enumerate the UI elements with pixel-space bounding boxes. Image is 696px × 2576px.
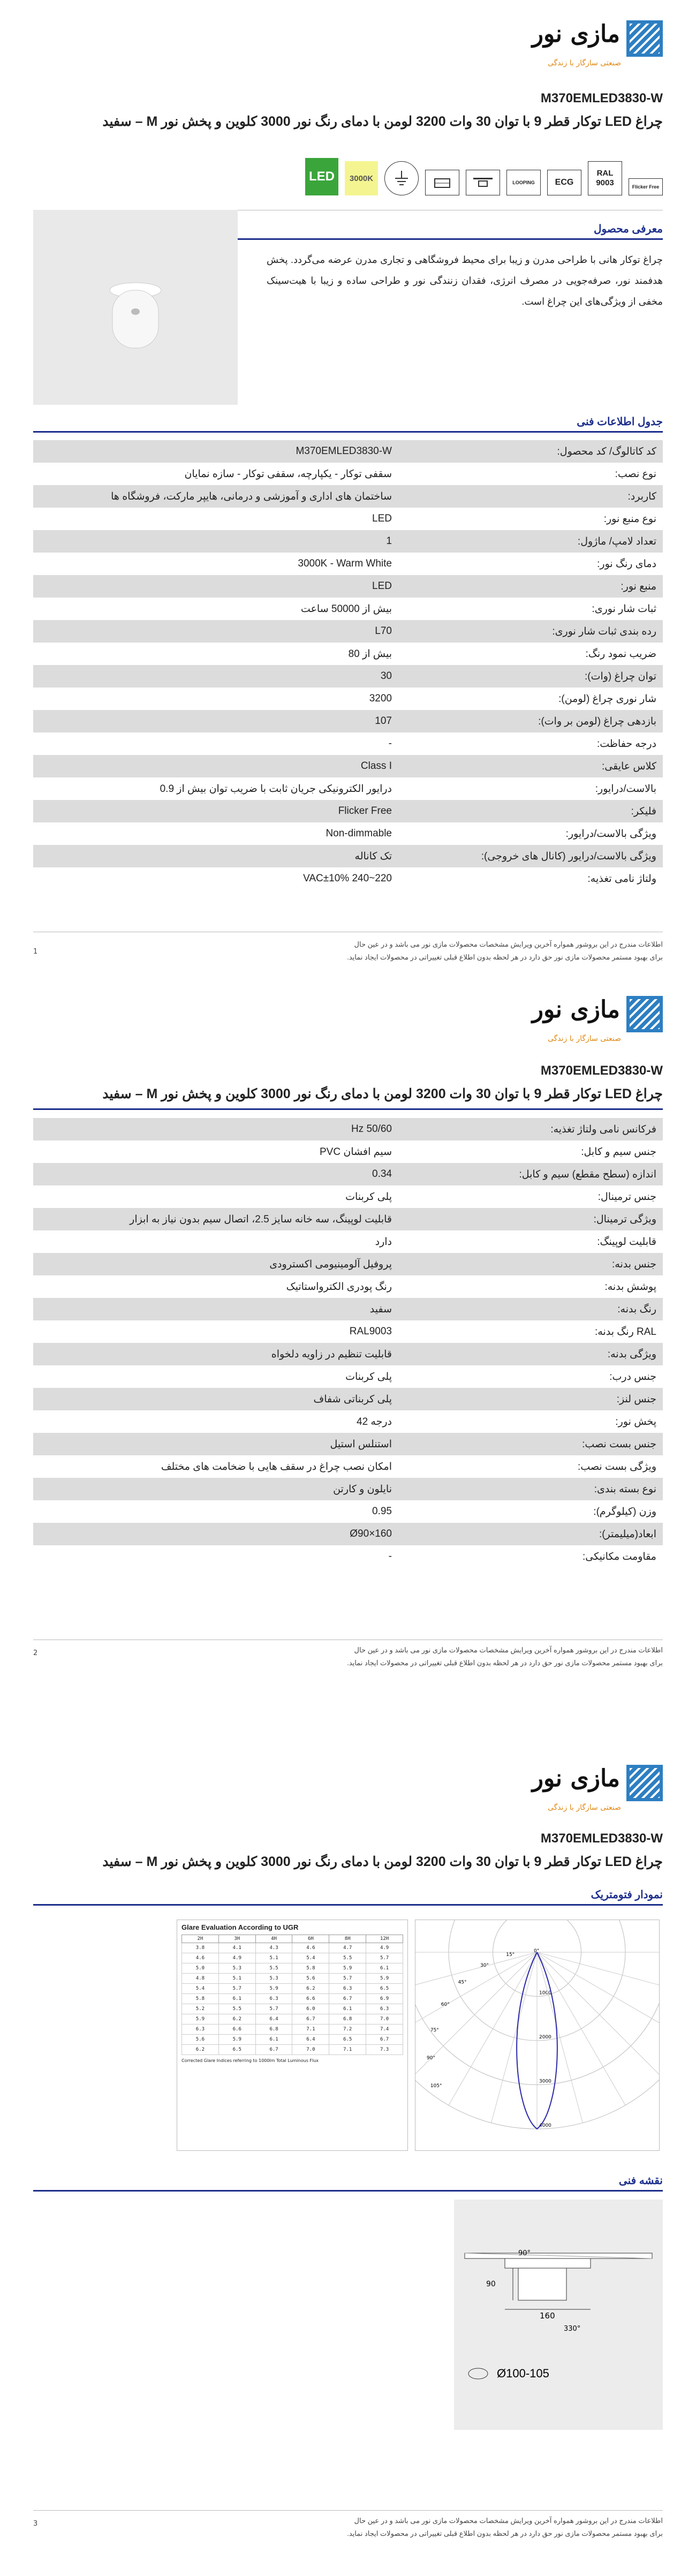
spec-row [33, 1433, 663, 1455]
spec-row [33, 1343, 663, 1365]
spec-key: ویژگی بدنه: [607, 1348, 656, 1360]
earth-ground-icon [384, 161, 419, 195]
spec-value: 30 [380, 670, 392, 682]
ugr-cell: 6.7 [329, 1994, 366, 2004]
spec-row [33, 1365, 663, 1388]
spec-value: بیش از 50000 ساعت [300, 603, 392, 615]
spec-value: 3200 [369, 693, 392, 704]
ugr-cell: 5.7 [329, 1974, 366, 1984]
spec-row [33, 688, 663, 710]
ugr-cell: 5.2 [182, 2004, 219, 2014]
ugr-title: Glare Evaluation According to UGR [181, 1923, 299, 1931]
brand-name: مازی نور [532, 996, 620, 1023]
spec-row [33, 620, 663, 643]
spec-row [33, 1320, 663, 1343]
polar-ring-label: 3000 [539, 2079, 551, 2084]
polar-angle-label: 45° [458, 1980, 467, 1985]
spec-value: 0.34 [372, 1168, 392, 1180]
spec-key: نوع نصب: [615, 468, 656, 480]
ugr-cell: 4.9 [218, 1953, 255, 1963]
ugr-grid [181, 1935, 403, 2055]
footer-note [33, 2514, 663, 2540]
spec-value: پروفیل آلومینیومی اکسترودی [269, 1258, 392, 1270]
recessed-icon [425, 170, 459, 195]
photometric-heading: نمودار فتومتریک [591, 1889, 663, 1901]
spec-row [33, 777, 663, 800]
footer-line: اطلاعات مندرج در این بروشور همواره آخرین ویرایش مشخصات محصولات مازی نور می باشد و در عین حال [354, 2517, 663, 2525]
spec-key: درجه حفاظت: [596, 738, 656, 750]
spec-row [33, 553, 663, 575]
ugr-cell: 6.9 [366, 1994, 403, 2004]
spec-value: امکان نصب چراغ در سقف هایی با ضخامت های مختلف [161, 1461, 392, 1472]
polar-spoke [537, 1952, 659, 2041]
spec-key: فرکانس نامی ولتاژ تغذیه: [550, 1123, 656, 1135]
ugr-cell: 6.5 [366, 1984, 403, 1994]
ugr-cell: 5.7 [255, 2004, 292, 2014]
ugr-cell: 5.7 [218, 1984, 255, 1994]
spec-value: 220~240 VAC±10% [303, 873, 392, 884]
spec-row [33, 643, 663, 665]
ugr-cell: 5.6 [292, 1974, 329, 1984]
spec-row [33, 508, 663, 530]
spec-row [33, 1208, 663, 1230]
ugr-cell: 4.6 [292, 1943, 329, 1953]
spec-key: رده بندی ثبات شار نوری: [552, 625, 656, 637]
spec-row [33, 1410, 663, 1433]
ugr-cell: 7.0 [366, 2014, 403, 2024]
spec-key: رنگ بدنه: [617, 1303, 656, 1315]
product-title: چراغ LED توکار قطر 9 با توان 30 وات 3200 لومن با دمای رنگ نور 3000 کلوین و پخش نور M – سفید [102, 1854, 663, 1869]
ugr-cell: 6.7 [366, 2035, 403, 2045]
ugr-cell: 5.8 [292, 1963, 329, 1974]
spec-key: ضریب نمود رنگ: [585, 648, 656, 660]
spec-value: 3000K - Warm White [298, 558, 392, 569]
spec-key: توان چراغ (وات): [584, 670, 656, 682]
logo-mark-icon [626, 20, 663, 57]
spec-key: کد کاتالوگ/ کد محصول: [557, 445, 656, 457]
spec-value: قابلیت لوپینگ، سه خانه سایز 2.5، اتصال سیم بدون نیاز به ابزار [130, 1213, 392, 1225]
spec-row [33, 1253, 663, 1275]
ugr-cell: 6.1 [329, 2004, 366, 2014]
ugr-cell: 6.8 [329, 2014, 366, 2024]
ugr-cell: 6.2 [218, 2014, 255, 2024]
spec-key: جنس لنز: [616, 1393, 656, 1405]
ugr-header-cell: 4H [255, 1935, 292, 1943]
spec-row [33, 598, 663, 620]
footer-line: برای بهبود مستمر محصولات مازی نور حق دارد در هر لحظه بدون اطلاع قبلی تغییراتی در محصولات ایجاد نماید. [347, 953, 663, 961]
ugr-cell: 4.3 [255, 1943, 292, 1953]
ugr-cell: 5.4 [292, 1953, 329, 1963]
ugr-header-cell: 6H [292, 1935, 329, 1943]
ugr-cell: 7.0 [292, 2045, 329, 2055]
page-2 [0, 980, 696, 1783]
ugr-cell: 5.8 [182, 1994, 219, 2004]
heading-rule [33, 2190, 663, 2192]
brand-slogan: صنعتی سازگار با زندگی [547, 1034, 621, 1043]
ugr-footnote: Corrected Glare Indices referring to 1000lm Total Luminous Flux [181, 2058, 319, 2063]
ugr-header-cell: 12H [366, 1935, 403, 1943]
ugr-cell: 6.3 [366, 2004, 403, 2014]
spec-value: تک کاناله [354, 850, 392, 862]
spec-row [33, 1545, 663, 1568]
dim-rotation: 330° [564, 2325, 581, 2333]
spec-value: پلی کربنات [345, 1191, 392, 1203]
spec-key: ابعاد(میلیمتر): [599, 1528, 656, 1540]
spec-key: منبع نور: [621, 580, 656, 592]
spec-row [33, 867, 663, 890]
spec-row [33, 732, 663, 755]
spec-value: LED [372, 513, 392, 524]
spec-row [33, 1298, 663, 1320]
spec-key: پوشش بدنه: [604, 1281, 656, 1293]
ugr-cell: 3.8 [182, 1943, 219, 1953]
polar-angle-label: 30° [480, 1962, 489, 1968]
spec-row [33, 1523, 663, 1545]
spec-value: درایور الکترونیکی جریان ثابت با ضریب توان بیش از 0.9 [160, 783, 392, 795]
spec-value: استنلس استیل [330, 1438, 392, 1450]
intro-text: چراغ توکار هانی با طراحی مدرن و زیبا برای محیط فروشگاهی و تجاری مدرن عرضه می‌گردد. پخش هدفمند نور، صرفه‌جویی در مصرف انرژی، فقدان زنندگی نور و طراحی ساده و زیبا با هیت‌سینک مخفی از ویژگی‌های این چراغ است. [267, 254, 663, 307]
spec-value: L70 [375, 625, 392, 637]
ugr-cell: 5.9 [329, 1963, 366, 1974]
logo-mark-icon [626, 996, 663, 1032]
ugr-cell: 6.6 [292, 1994, 329, 2004]
ugr-header-cell: 8H [329, 1935, 366, 1943]
spec-row [33, 822, 663, 845]
spec-heading: جدول اطلاعات فنی [577, 416, 663, 428]
polar-angle-label: 0° [534, 1948, 540, 1954]
spec-key: فلیکر: [631, 805, 656, 817]
spec-value: LED [372, 580, 392, 592]
spec-key: ویژگی بالاست/درایور: [565, 828, 656, 840]
spec-key: وزن (کیلوگرم): [593, 1506, 656, 1517]
brand-slogan: صنعتی سازگار با زندگی [547, 59, 621, 67]
ugr-cell: 5.5 [255, 1963, 292, 1974]
ugr-cell: 6.8 [255, 2024, 292, 2035]
spec-key: شار نوری چراغ (لومن): [558, 693, 656, 705]
ugr-cell: 4.1 [218, 1943, 255, 1953]
spec-value: 107 [375, 715, 392, 727]
spec-value: بیش از 80 [348, 648, 392, 660]
spec-table [33, 440, 663, 890]
spec-key: نوع بسته بندی: [594, 1483, 656, 1495]
polar-ring-label: 4000 [539, 2123, 551, 2128]
ugr-cell: 6.6 [218, 2024, 255, 2035]
brand-name: مازی نور [532, 20, 620, 48]
ugr-cell: 5.3 [255, 1974, 292, 1984]
spec-row [33, 755, 663, 777]
spec-key: دمای رنگ نور: [597, 558, 656, 570]
spec-value: M370EMLED3830-W [296, 445, 392, 457]
page-number: 3 [33, 2520, 38, 2528]
brand-logo [529, 20, 663, 101]
spec-key: بازدهی چراغ (لومن بر وات): [538, 715, 656, 727]
polar-angle-label: 75° [430, 2028, 439, 2034]
spec-value: نایلون و کارتن [333, 1483, 392, 1495]
spec-key: RAL رنگ بدنه: [594, 1326, 656, 1338]
divider [33, 2510, 663, 2511]
footer-line: برای بهبود مستمر محصولات مازی نور حق دارد در هر لحظه بدون اطلاع قبلی تغییراتی در محصولات ایجاد نماید. [347, 1659, 663, 1667]
dim-height: 90 [486, 2280, 496, 2288]
spec-value: Flicker Free [338, 805, 392, 817]
spec-key: تعداد لامپ/ ماژول: [577, 535, 656, 547]
ugr-cell: 5.0 [182, 1963, 219, 1974]
page-1 [0, 0, 696, 961]
ugr-cell: 5.1 [218, 1974, 255, 1984]
product-image [33, 210, 238, 405]
spec-value: دارد [375, 1236, 392, 1248]
kelvin-badge: 3000K [345, 161, 378, 195]
polar-angle-label: 60° [441, 2002, 450, 2007]
spec-key: ویژگی بست نصب: [578, 1461, 656, 1472]
spec-value: 0.95 [372, 1506, 392, 1517]
footer-line: اطلاعات مندرج در این بروشور همواره آخرین ویرایش مشخصات محصولات مازی نور می باشد و در عین حال [354, 1646, 663, 1654]
spec-key: ثبات شار نوری: [592, 603, 656, 615]
ugr-cell: 6.5 [329, 2035, 366, 2045]
spec-key: جنس درب: [609, 1371, 656, 1383]
spec-row [33, 1185, 663, 1208]
polar-spoke [537, 1952, 659, 1998]
spec-key: جنس سیم و کابل: [581, 1146, 656, 1158]
ugr-cell: 6.5 [218, 2045, 255, 2055]
ugr-cell: 6.2 [182, 2045, 219, 2055]
spec-value: پلی کربنات [345, 1371, 392, 1383]
spec-row [33, 1118, 663, 1140]
ugr-cell: 7.3 [366, 2045, 403, 2055]
ugr-cell: 4.9 [366, 1943, 403, 1953]
polar-diagram [415, 1920, 660, 2151]
spec-value: سفید [369, 1303, 392, 1315]
product-code: M370EMLED3830-W [540, 1831, 663, 1846]
spec-value: Non-dimmable [326, 828, 392, 839]
ugr-cell: 5.5 [218, 2004, 255, 2014]
heading-rule [33, 1904, 663, 1906]
spec-row [33, 530, 663, 553]
flicker-badge: Flicker Free [629, 178, 663, 195]
technical-drawing [454, 2200, 663, 2430]
spec-value: RAL9003 [349, 1326, 392, 1337]
ugr-cell: 6.7 [255, 2045, 292, 2055]
ugr-cell: 5.6 [182, 2035, 219, 2045]
mount-icon [466, 170, 500, 195]
dim-tilt: 90° [518, 2249, 531, 2257]
spec-key: نوع منبع نور: [603, 513, 656, 525]
spec-row [33, 1163, 663, 1185]
ugr-cell: 6.3 [329, 1984, 366, 1994]
ugr-cell: 4.8 [182, 1974, 219, 1984]
ugr-header-cell: 2H [182, 1935, 219, 1943]
ugr-cell: 7.4 [366, 2024, 403, 2035]
ecg-badge: ECG [547, 170, 581, 195]
ugr-cell: 7.2 [329, 2024, 366, 2035]
ugr-cell: 5.4 [182, 1984, 219, 1994]
dim-length: 160 [540, 2311, 555, 2321]
spec-key: بالاست/درایور: [595, 783, 656, 795]
polar-ring-label: 1000 [539, 1990, 551, 1996]
ugr-cell: 4.6 [182, 1953, 219, 1963]
spec-value: سقفی توکار - یکپارچه، سقفی توکار - سازه نمایان [184, 468, 392, 480]
spec-value: درجه 42 [357, 1416, 392, 1427]
spec-key: ویژگی ترمینال: [593, 1213, 656, 1225]
spec-value: 50/60 Hz [351, 1123, 392, 1135]
polar-angle-label: 90° [427, 2056, 435, 2061]
page-number: 1 [33, 948, 38, 956]
spec-row [33, 845, 663, 867]
feature-badges [305, 158, 663, 195]
product-title: چراغ LED توکار قطر 9 با توان 30 وات 3200 لومن با دمای رنگ نور 3000 کلوین و پخش نور M – سفید [102, 114, 663, 129]
spec-value: ساختمان های اداری و آموزشی و درمانی، هایپر مارکت، فروشگاه ها [111, 490, 392, 502]
spec-key: قابلیت لوپینگ: [597, 1236, 656, 1248]
spec-row [33, 1140, 663, 1163]
polar-angle-label: 15° [506, 1952, 515, 1958]
polar-angle-label: 105° [430, 2083, 442, 2089]
spec-key: مقاومت مکانیکی: [582, 1551, 656, 1562]
brand-name: مازی نور [532, 1765, 620, 1792]
polar-spoke [415, 1952, 537, 1998]
ugr-cell: 6.7 [292, 2014, 329, 2024]
led-badge: LED [305, 158, 338, 195]
spec-value: - [388, 738, 392, 749]
spec-row [33, 440, 663, 463]
spec-value: - [388, 1551, 392, 1562]
ugr-cell: 5.9 [182, 2014, 219, 2024]
polar-ring-label: 2000 [539, 2035, 551, 2040]
spec-row [33, 710, 663, 732]
ugr-cell: 4.7 [329, 1943, 366, 1953]
spec-key: ولتاژ نامی تغذیه: [587, 873, 656, 885]
spec-key: جنس بدنه: [612, 1258, 656, 1270]
spec-row [33, 1455, 663, 1478]
spec-row [33, 1478, 663, 1500]
product-title: چراغ LED توکار قطر 9 با توان 30 وات 3200 لومن با دمای رنگ نور 3000 کلوین و پخش نور M – سفید [102, 1086, 663, 1101]
ugr-cell: 6.0 [292, 2004, 329, 2014]
product-code: M370EMLED3830-W [540, 1063, 663, 1078]
ugr-cell: 6.3 [255, 1994, 292, 2004]
ugr-cell: 5.3 [218, 1963, 255, 1974]
ugr-cell: 5.7 [366, 1953, 403, 1963]
spec-key: کلاس عایقی: [602, 760, 656, 772]
ugr-cell: 6.4 [255, 2014, 292, 2024]
ugr-cell: 6.1 [255, 2035, 292, 2045]
spec-row [33, 463, 663, 485]
spec-value: رنگ پودری الکترواستاتیک [286, 1281, 392, 1293]
cutout-dim: Ø100-105 [497, 2367, 549, 2380]
spec-row [33, 1500, 663, 1523]
ugr-cell: 7.1 [329, 2045, 366, 2055]
footer-note [33, 938, 663, 964]
ugr-cell: 7.1 [292, 2024, 329, 2035]
spec-row [33, 800, 663, 822]
ugr-table [177, 1920, 408, 2151]
spec-row [33, 1275, 663, 1298]
ugr-header-cell: 3H [218, 1935, 255, 1943]
intro-heading: معرفی محصول [593, 223, 663, 235]
spec-value: سیم افشان PVC [320, 1146, 392, 1158]
looping-badge: LOOPING [506, 170, 541, 195]
logo-mark-icon [626, 1765, 663, 1801]
heading-rule [33, 1108, 663, 1110]
ugr-cell: 5.1 [255, 1953, 292, 1963]
ugr-cell: 5.9 [218, 2035, 255, 2045]
ugr-cell: 5.9 [366, 1974, 403, 1984]
ral-badge: RAL 9003 [588, 161, 622, 195]
heading-rule [33, 431, 663, 433]
footer-line: برای بهبود مستمر محصولات مازی نور حق دارد در هر لحظه بدون اطلاع قبلی تغییراتی در محصولات ایجاد نماید. [347, 2529, 663, 2537]
spec-row [33, 665, 663, 688]
spec-row [33, 575, 663, 598]
polar-spoke [491, 1952, 537, 2123]
page-number: 2 [33, 1649, 38, 1657]
footer-line: اطلاعات مندرج در این بروشور همواره آخرین ویرایش مشخصات محصولات مازی نور می باشد و در عین حال [354, 940, 663, 948]
spec-row [33, 1388, 663, 1410]
ugr-cell: 6.1 [366, 1963, 403, 1974]
spec-value: 1 [386, 535, 392, 547]
spec-value: قابلیت تنظیم در زاویه دلخواه [271, 1348, 392, 1360]
spec-table [33, 1118, 663, 1568]
spec-value: پلی کربناتی شفاف [313, 1393, 392, 1405]
ugr-cell: 6.1 [218, 1994, 255, 2004]
spec-value: Class I [360, 760, 392, 772]
ugr-cell: 6.3 [182, 2024, 219, 2035]
drawing-heading: نقشه فنی [618, 2175, 663, 2187]
spec-key: ویژگی بالاست/درایور (کانال های خروجی): [481, 850, 656, 862]
ugr-cell: 6.2 [292, 1984, 329, 1994]
brand-slogan: صنعتی سازگار با زندگی [547, 1803, 621, 1812]
ugr-cell: 5.5 [329, 1953, 366, 1963]
ugr-cell: 5.9 [255, 1984, 292, 1994]
product-code: M370EMLED3830-W [540, 91, 663, 105]
footer-note [33, 1644, 663, 1670]
spec-row [33, 1230, 663, 1253]
spec-key: کاربرد: [627, 490, 656, 502]
spec-row [33, 485, 663, 508]
ugr-cell: 6.4 [292, 2035, 329, 2045]
polar-plot [415, 1920, 659, 2150]
spec-key: پخش نور: [615, 1416, 656, 1427]
spec-key: اندازه (سطح مقطع) سیم و کابل: [519, 1168, 656, 1180]
spec-key: جنس ترمینال: [597, 1191, 656, 1203]
page-3 [0, 1751, 696, 2576]
spec-key: جنس بست نصب: [582, 1438, 656, 1450]
spec-value: Ø90×160 [350, 1528, 392, 1539]
polar-spoke [449, 1952, 537, 2105]
